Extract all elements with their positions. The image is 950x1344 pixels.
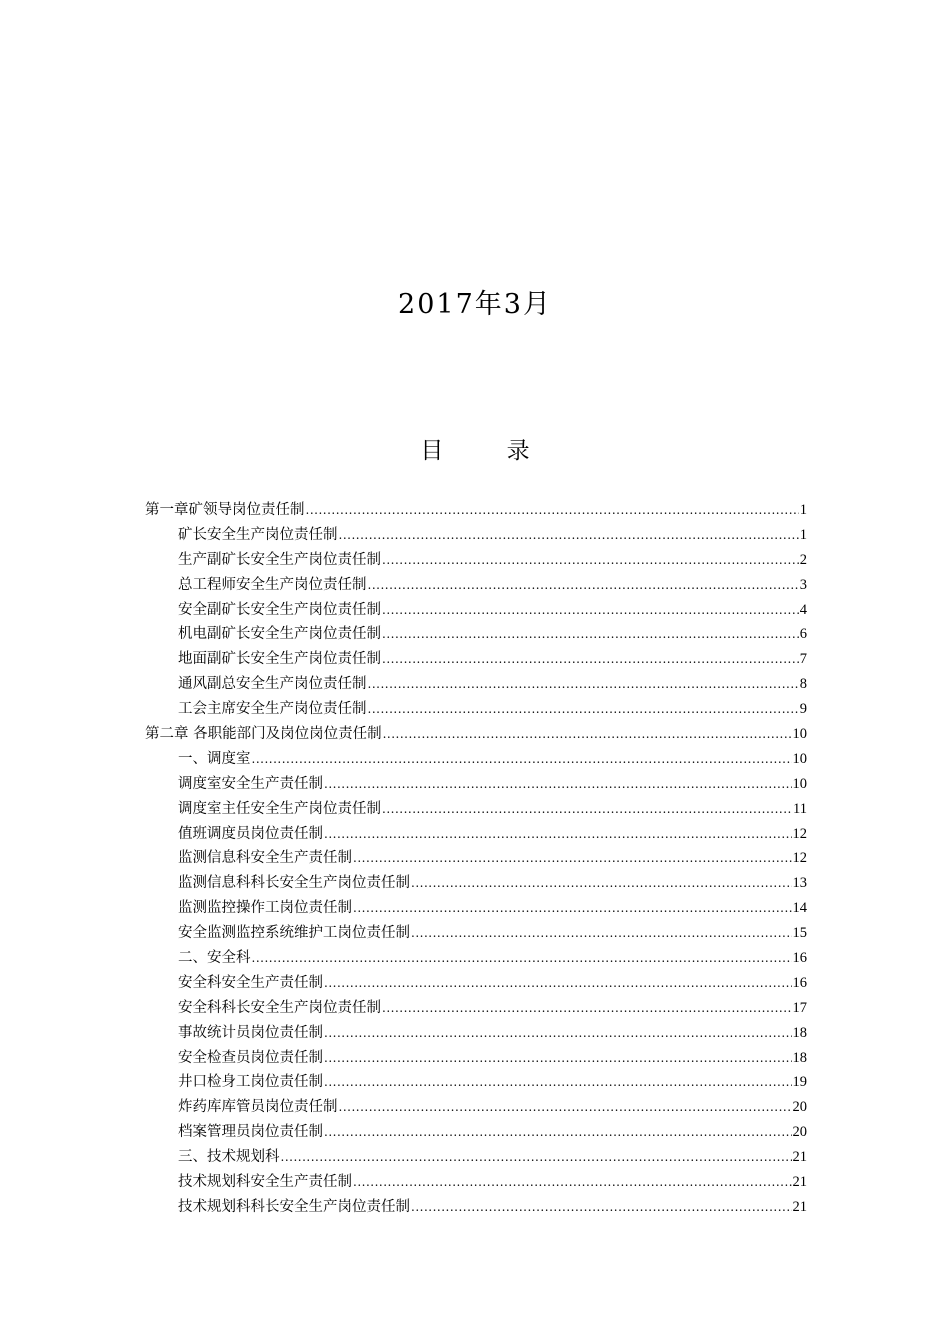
toc-dot-leader (324, 772, 792, 797)
toc-section-entry[interactable] (145, 1070, 807, 1095)
toc-section-entry[interactable] (145, 1195, 807, 1220)
toc-entry-title: 通风副总安全生产岗位责任制 (178, 676, 367, 693)
toc-dot-leader (252, 747, 792, 772)
toc-section-entry[interactable] (145, 1046, 807, 1071)
toc-entry-title: 安全检查员岗位责任制 (178, 1049, 323, 1066)
toc-page-number: 7 (799, 651, 807, 668)
toc-page-number: 4 (799, 601, 807, 618)
toc-entry-title: 技术规划科安全生产责任制 (178, 1174, 352, 1191)
toc-entry-title: 档案管理员岗位责任制 (178, 1124, 323, 1141)
toc-entry-title: 事故统计员岗位责任制 (178, 1024, 323, 1041)
toc-page-number: 8 (799, 676, 807, 693)
toc-entry-title: 矿长安全生产岗位责任制 (178, 526, 338, 543)
toc-dot-leader (324, 822, 792, 847)
toc-section-entry[interactable] (145, 1145, 807, 1170)
toc-dot-leader (383, 722, 792, 747)
toc-section-entry[interactable] (145, 822, 807, 847)
toc-dot-leader (411, 871, 792, 896)
toc-section-entry[interactable] (145, 523, 807, 548)
toc-dot-leader (324, 1070, 792, 1095)
toc-section-entry[interactable] (145, 1170, 807, 1195)
toc-dot-leader (339, 523, 799, 548)
toc-dot-leader (324, 971, 792, 996)
toc-section-entry[interactable] (145, 747, 807, 772)
toc-dot-leader (382, 647, 799, 672)
toc-entry-title: 总工程师安全生产岗位责任制 (178, 576, 367, 593)
toc-entry-title: 安全科科长安全生产岗位责任制 (178, 999, 381, 1016)
toc-dot-leader (382, 548, 799, 573)
toc-dot-leader (382, 622, 799, 647)
toc-entry-title: 调度室主任安全生产岗位责任制 (178, 800, 381, 817)
toc-dot-leader (411, 921, 792, 946)
toc-dot-leader (368, 697, 799, 722)
toc-entry-title: 安全科安全生产责任制 (178, 974, 323, 991)
toc-page-number: 16 (792, 974, 807, 991)
toc-page-number: 19 (792, 1074, 807, 1091)
toc-page-number: 21 (792, 1174, 807, 1191)
toc-section-entry[interactable] (145, 846, 807, 871)
toc-entry-title: 监测信息科科长安全生产岗位责任制 (178, 875, 410, 892)
toc-entry-title: 监测监控操作工岗位责任制 (178, 900, 352, 917)
toc-section-entry[interactable] (145, 1095, 807, 1120)
toc-page-number: 21 (792, 1198, 807, 1215)
toc-entry-title: 机电副矿长安全生产岗位责任制 (178, 626, 381, 643)
document-date: 2017年3月 (398, 289, 552, 320)
toc-entry-title: 技术规划科科长安全生产岗位责任制 (178, 1198, 410, 1215)
toc-page-number: 3 (799, 576, 807, 593)
table-of-contents (145, 498, 807, 1220)
toc-page-number: 17 (792, 999, 807, 1016)
toc-page-number: 20 (792, 1099, 807, 1116)
toc-section-entry[interactable] (145, 622, 807, 647)
toc-section-entry[interactable] (145, 697, 807, 722)
toc-entry-title: 第二章 各职能部门及岗位岗位责任制 (145, 726, 382, 743)
toc-dot-leader (411, 1195, 792, 1220)
toc-entry-title: 三、技术规划科 (178, 1149, 280, 1166)
toc-chapter-entry[interactable] (145, 722, 807, 747)
toc-entry-title: 二、安全科 (178, 950, 251, 967)
toc-page-number: 11 (793, 800, 807, 817)
toc-section-entry[interactable] (145, 1021, 807, 1046)
toc-page-number: 10 (792, 775, 807, 792)
toc-section-entry[interactable] (145, 896, 807, 921)
toc-page-number: 14 (792, 900, 807, 917)
toc-dot-leader (368, 573, 799, 598)
toc-section-entry[interactable] (145, 1120, 807, 1145)
toc-page-number: 15 (792, 925, 807, 942)
toc-section-entry[interactable] (145, 772, 807, 797)
toc-dot-leader (306, 498, 799, 523)
toc-dot-leader (324, 1120, 792, 1145)
toc-entry-title: 安全副矿长安全生产岗位责任制 (178, 601, 381, 618)
toc-entry-title: 第一章矿领导岗位责任制 (145, 502, 305, 518)
toc-page-number: 12 (792, 825, 807, 842)
toc-page-number: 6 (799, 626, 807, 643)
toc-section-entry[interactable] (145, 672, 807, 697)
toc-entry-title: 工会主席安全生产岗位责任制 (178, 701, 367, 718)
toc-page-number: 16 (792, 950, 807, 967)
toc-entry-title: 地面副矿长安全生产岗位责任制 (178, 651, 381, 668)
toc-page-number: 2 (799, 551, 807, 568)
toc-entry-title: 炸药库库管员岗位责任制 (178, 1099, 338, 1116)
toc-page-number: 21 (792, 1149, 807, 1166)
toc-dot-leader (382, 996, 792, 1021)
toc-page-number: 1 (799, 526, 807, 543)
toc-section-entry[interactable] (145, 871, 807, 896)
toc-section-entry[interactable] (145, 971, 807, 996)
toc-page-number: 13 (792, 875, 807, 892)
toc-dot-leader (382, 797, 792, 822)
toc-page-number: 18 (792, 1049, 807, 1066)
toc-section-entry[interactable] (145, 797, 807, 822)
toc-page-number: 12 (792, 850, 807, 867)
toc-dot-leader (324, 1021, 792, 1046)
toc-section-entry[interactable] (145, 598, 807, 623)
toc-chapter-entry[interactable] (145, 498, 807, 523)
toc-page-number: 10 (792, 750, 807, 767)
toc-entry-title: 安全监测监控系统维护工岗位责任制 (178, 925, 410, 942)
toc-dot-leader (368, 672, 799, 697)
toc-section-entry[interactable] (145, 946, 807, 971)
toc-section-entry[interactable] (145, 548, 807, 573)
toc-dot-leader (324, 1046, 792, 1071)
toc-entry-title: 一、调度室 (178, 750, 251, 767)
toc-entry-title: 值班调度员岗位责任制 (178, 825, 323, 842)
toc-page-number: 18 (792, 1024, 807, 1041)
toc-dot-leader (353, 846, 792, 871)
toc-page-number: 20 (792, 1124, 807, 1141)
toc-dot-leader (382, 598, 799, 623)
toc-entry-title: 监测信息科安全生产责任制 (178, 850, 352, 867)
toc-entry-title: 生产副矿长安全生产岗位责任制 (178, 551, 381, 568)
toc-dot-leader (353, 896, 792, 921)
toc-page-number: 10 (792, 726, 807, 743)
toc-section-entry[interactable] (145, 573, 807, 598)
toc-section-entry[interactable] (145, 647, 807, 672)
toc-dot-leader (339, 1095, 792, 1120)
toc-dot-leader (281, 1145, 792, 1170)
toc-dot-leader (252, 946, 792, 971)
toc-section-entry[interactable] (145, 996, 807, 1021)
toc-heading: 目 录 (420, 438, 558, 464)
toc-page-number: 9 (799, 701, 807, 718)
toc-page-number: 1 (799, 502, 807, 518)
toc-dot-leader (353, 1170, 792, 1195)
toc-entry-title: 调度室安全生产责任制 (178, 775, 323, 792)
toc-section-entry[interactable] (145, 921, 807, 946)
toc-entry-title: 井口检身工岗位责任制 (178, 1074, 323, 1091)
